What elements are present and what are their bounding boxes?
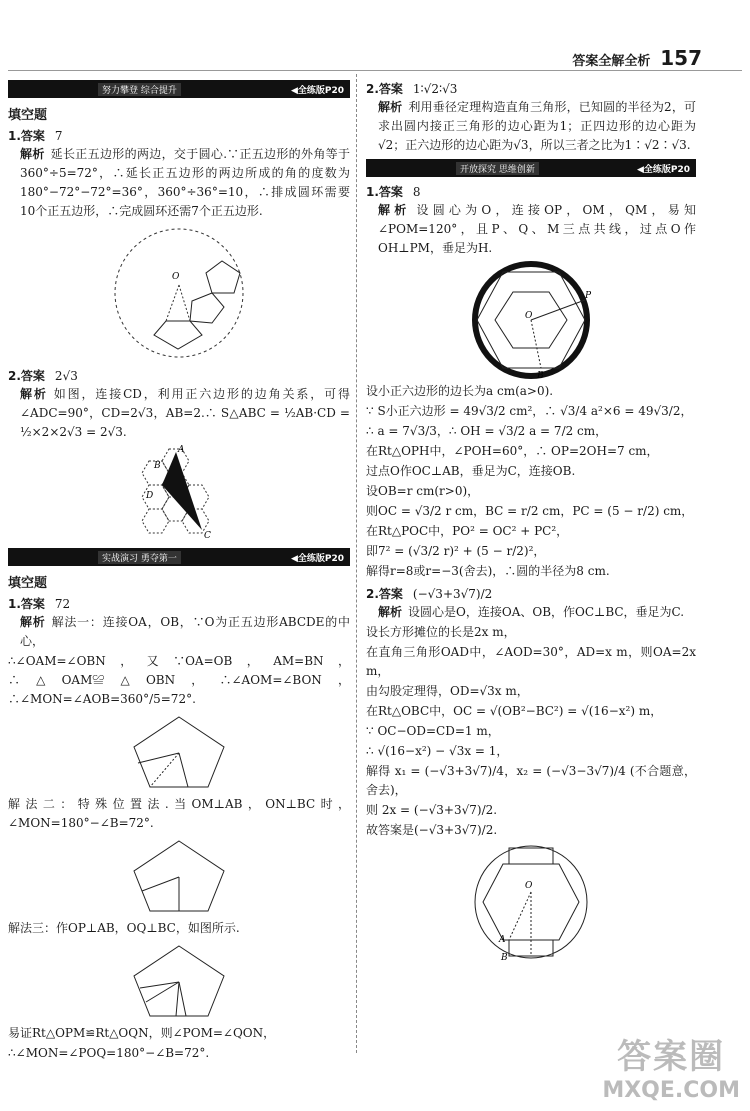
watermark-text: 答案圈 [617, 1037, 726, 1077]
svg-text:A: A [178, 445, 185, 455]
pentagon-figure-3 [124, 940, 234, 1022]
svg-text:D: D [146, 491, 154, 501]
explanation-line: 由勾股定理得，OD=√3x m， [366, 684, 529, 698]
section-heading: 填空题 [8, 108, 48, 123]
section-tag: 开放探究 思维创新 [456, 162, 539, 175]
explanation: 解析 设圆心为O，连接OP，OM，QM，易知∠POM=120°，且P、Q、M三点共线，过点O作OH⊥PM，垂足为H. [378, 203, 696, 255]
answer-value: 8 [412, 185, 421, 199]
explanation-line: 在Rt△OPH中，∠POH=60°，∴ OP=2OH=7 cm， [366, 444, 659, 458]
svg-text:A: A [499, 935, 506, 945]
answer-label: 2.答案 1∶√2∶√3 [366, 82, 458, 96]
explanation-line: 则 2x = (−√3+3√7)/2. [366, 803, 498, 817]
svg-text:P: P [585, 291, 592, 301]
answer-label: 1.答案 7 [8, 129, 63, 143]
explanation-line: ∴ √(16−x²) − √3x = 1， [366, 744, 509, 758]
right-column [366, 76, 696, 964]
answer-value: 7 [54, 129, 63, 143]
left-column [8, 76, 350, 1064]
explanation-line: 解法三：作OP⊥AB，OQ⊥BC，如图所示. [8, 921, 240, 935]
header-rule [8, 70, 742, 71]
explanation-line: 则OC = √3/2 r cm，BC = r/2 cm，PC = (5 − r/2) cm， [366, 504, 694, 518]
explanation-line: ∴∠MON=∠POQ=180°−∠B=72°. [8, 1046, 210, 1060]
pentagon-ring-figure [94, 223, 264, 363]
section-bar [366, 159, 696, 177]
answer-label: 1.答案 72 [8, 597, 71, 611]
edition-ref: ◀全练版P20 [290, 553, 344, 564]
svg-text:O: O [525, 311, 533, 321]
svg-text:O: O [172, 272, 180, 282]
edition-ref: ◀全练版P20 [290, 85, 344, 96]
explanation-line: 在直角三角形OAD中，∠AOD=30°，AD=x m，则OA=2x m， [366, 645, 696, 678]
explanation-line: 设OB=r cm(r>0)， [366, 484, 480, 498]
explanation-line: 解法二：特殊位置法.当OM⊥AB，ON⊥BC时，∠MON=180°−∠B=72°. [8, 797, 350, 830]
explanation: 解析 设圆心是O，连接OA、OB，作OC⊥BC，垂足为C. [378, 605, 685, 619]
answer-label: 2.答案 2√3 [8, 369, 78, 383]
svg-text:B: B [537, 371, 544, 380]
pentagon-figure-1 [124, 711, 234, 793]
watermark-logo [602, 1029, 740, 1103]
header-title: 答案全解全析 [572, 54, 651, 69]
svg-text:C: C [204, 531, 211, 541]
svg-text:O: O [525, 881, 533, 891]
answer-value: (−√3+3√7)/2 [412, 587, 493, 601]
explanation-line: ∴ a = 7√3/3，∴ OH = √3/2 a = 7/2 cm， [366, 424, 608, 438]
section-tag: 努力攀登 综合提升 [98, 83, 181, 96]
explanation: 解析 利用垂径定理构造直角三角形，已知圆的半径为2，可求出圆内接正三角形的边心距为1；正四边形的边心距为√2；正六边形的边心距为√3，所以三者之比为1∶√2∶√3. [378, 100, 696, 152]
edition-ref: ◀全练版P20 [636, 164, 690, 175]
answer-value: 2√3 [54, 369, 78, 383]
hexagon-grid-figure [124, 444, 234, 544]
hexagon-in-circle-figure [461, 260, 601, 380]
column-divider [356, 74, 357, 1053]
svg-text:B: B [501, 953, 508, 962]
explanation-line: 易证Rt△OPM≌Rt△OQN，则∠POM=∠QON， [8, 1026, 276, 1040]
section-bar [8, 548, 350, 566]
explanation-line: 故答案是(−√3+3√7)/2. [366, 823, 498, 837]
answer-value: 72 [54, 597, 71, 611]
explanation-line: 在Rt△OBC中，OC = √(OB²−BC²) = √(16−x²) m， [366, 704, 663, 718]
page-header [572, 46, 702, 70]
explanation-line: 过点O作OC⊥AB，垂足为C，连接OB. [366, 464, 576, 478]
explanation-line: 即7² = (√3/2 r)² + (5 − r/2)²， [366, 544, 546, 558]
explanation: 解析 如图，连接CD，利用正六边形的边角关系，可得∠ADC=90°，CD=2√3，AB=2.∴ S△ABC = ½AB·CD = ½×2×2√3 = 2√3. [20, 387, 350, 439]
explanation-line: 设长方形摊位的长是2x m， [366, 625, 516, 639]
answer-label: 1.答案 8 [366, 185, 421, 199]
stall-circle-figure [461, 842, 601, 962]
explanation-line: ∵ OC−OD=CD=1 m， [366, 724, 500, 738]
section-tag: 实战演习 勇夺第一 [98, 551, 181, 564]
explanation: 解析 解法一：连接OA，OB，∵O为正五边形ABCDE的中心， [20, 615, 350, 648]
watermark-url: MXQE.COM [602, 1078, 740, 1103]
answer-label: 2.答案 (−√3+3√7)/2 [366, 587, 493, 601]
section-bar [8, 80, 350, 98]
explanation-line: 解得r=8或r=−3(舍去)，∴圆的半径为8 cm. [366, 564, 610, 578]
explanation-line: ∴∠OAM=∠OBN，又∵OA=OB，AM=BN，∴△OAM≌△OBN，∴∠AOM=∠BON，∴∠MON=∠AOB=360°/5=72°. [8, 654, 350, 706]
explanation: 解析 延长正五边形的两边，交于圆心.∵正五边形的外角等于360°÷5=72°，∴延长正五边形的两边所成的角的度数为180°−72°−72°=36°，360°÷36°=10，∴排成圆环需要10个正五边形，∴完成圆环还需7个正五边形. [20, 147, 350, 218]
explanation-line: 在Rt△POC中，PO² = OC² + PC²， [366, 524, 569, 538]
explanation-line: 设小正六边形的边长为a cm(a>0). [366, 384, 554, 398]
page-number: 157 [660, 46, 702, 70]
explanation-line: 解得 x₁ = (−√3+3√7)/4，x₂ = (−√3−3√7)/4 (不合题意，舍去)， [366, 764, 696, 797]
section-heading: 填空题 [8, 576, 48, 591]
answer-value: 1∶√2∶√3 [412, 82, 458, 96]
explanation-line: ∵ S小正六边形 = 49√3/2 cm²，∴ √3/4 a²×6 = 49√3/2， [366, 404, 693, 418]
svg-text:B: B [154, 461, 161, 471]
pentagon-figure-2 [124, 835, 234, 917]
